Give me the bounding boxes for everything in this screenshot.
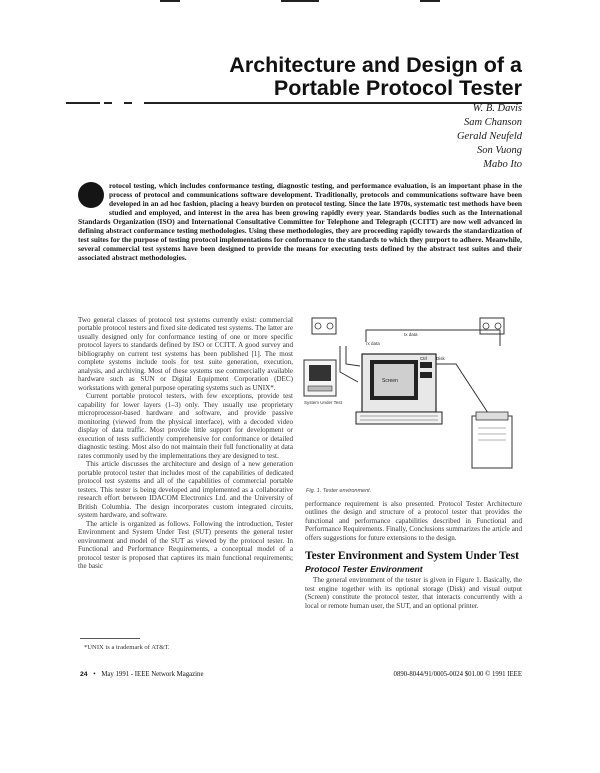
tester-environment-figure bbox=[300, 316, 525, 496]
title-rule bbox=[124, 102, 132, 104]
article-title bbox=[150, 54, 522, 100]
rx-line-2 bbox=[346, 346, 360, 366]
title-rule bbox=[104, 102, 112, 104]
author: Gerald Neufeld bbox=[456, 131, 522, 142]
issue-info: May 1991 - IEEE Network Magazine bbox=[101, 671, 204, 678]
author: W. B. Davis bbox=[472, 103, 522, 114]
paragraph: The article is organized as follows. Following the introduction, Tester Environment and System Under Test (SUT) presents the general tester environment and model of the SUT as viewed by the protocol tester. In Functional and Performance Requirements, a conceptual model of a protocol tester is proposed that captures its main functional requirements; the basic bbox=[78, 519, 293, 571]
abstract bbox=[78, 181, 522, 262]
author: Mabo Ito bbox=[483, 159, 522, 170]
label-screen: Screen bbox=[382, 378, 398, 384]
label-ctrl: Ctrl bbox=[420, 356, 427, 361]
footnote-rule bbox=[80, 638, 140, 639]
printer-line bbox=[436, 364, 490, 416]
footnote: *UNIX is a trademark of AT&T. bbox=[84, 644, 170, 651]
top-rule bbox=[420, 0, 440, 2]
subsection-heading: Protocol Tester Environment bbox=[305, 563, 423, 574]
author-list bbox=[322, 102, 522, 172]
paragraph: The general environment of the tester is given in Figure 1. Basically, the test engine together with its optional storage (Disk) and visual output (Screen) constitute the protocol tester, that interacts concurrently with a local or remote human user, the SUT, and an optional printer. bbox=[305, 576, 522, 610]
paragraph: Two general classes of protocol test systems currently exist: commercial portable protocol testers and fixed site dedicated test systems. The latter are usually designed only for conformance testing of one or more specific protocol layers to standards defined by ISO or CCITT. A good survey and bibliography on current test systems has been published [1]. The most complete systems include tools for test suite generation, execution, analysis, and archiving. Most of these systems use commercially available hardware such as SUN or Digital Equipment Corporation (DEC) workstations with general purpose operating systems such as UNIX*. bbox=[78, 316, 293, 392]
title-line-1: Architecture and Design of a bbox=[229, 53, 522, 77]
label-sut: System Under Test bbox=[304, 400, 342, 405]
page-number: 24 bbox=[80, 671, 88, 678]
title-rule bbox=[66, 102, 100, 104]
label-rx: rx data bbox=[366, 341, 380, 346]
author: Son Vuong bbox=[476, 145, 522, 156]
paragraph: Current portable protocol testers, with few exceptions, provide test capability for lower layers (1–3) only. They usually use proprietary microprocessor-based hardware and software, and provide passive monitoring (viewed from the physical interface), with a decoded video display of data traffic. Most provide little support for development or execution of tests sufficiently comprehensive for conformance or detailed diagnostic testing. Most also do not maintain their full functionality at data rates commonly used by the implementations they are designed to test. bbox=[78, 392, 293, 460]
label-tx: tx data bbox=[404, 332, 418, 337]
author: Sam Chanson bbox=[463, 117, 522, 128]
page-footer-left bbox=[80, 671, 203, 678]
figure-caption: Fig. 1. Tester environment. bbox=[306, 488, 372, 494]
top-rule bbox=[160, 0, 180, 2]
system-under-test bbox=[304, 360, 343, 405]
top-rule bbox=[281, 0, 319, 2]
printer bbox=[472, 412, 512, 468]
drop-cap bbox=[78, 182, 104, 208]
footer-bullet: • bbox=[93, 671, 96, 678]
abstract-text: rotocol testing, which includes conformance testing, diagnostic testing, and performance evaluation, is an important phase in the process of protocol and communications software development. Traditionally, protocols and communications software have been developed in an ad hoc fashion, placing a heavy burden on protocol testing. Since the late 1970s, systematic test methods have been studied and employed, and interest in the area has been growing rapidly every year. Standards bodies such as the International Standards Organization (ISO) and International Consultative Committee for Telephone and Telegraph (CCITT) are now well advanced in defining abstract conformance testing methodologies. Using these methodologies, they are proceeding rapidly towards the standardization of test suites for the purpose of testing protocol implementations for conformance to the standards to which they purport to adhere. Meanwhile, several commercial test systems have been designed to provide the means for executing tests defined by the abstract test suites and their associated abstract methodologies. bbox=[78, 181, 522, 263]
copyright-code: 0890-8044/91/0005-0024 $01.00 © 1991 IEEE bbox=[393, 671, 522, 678]
paragraph: This article discusses the architecture and design of a new generation portable protocol tester that includes most of the capabilities of dedicated protocol test systems and all of the capabilities of commercial portable testers. This tester is being developed and implemented as a collaborative research effort between IDACOM Electronics Ltd. and the University of British Columbia. The design incorporates custom integrated circuits, system hardware, and software. bbox=[78, 460, 293, 520]
label-disk: Disk bbox=[436, 356, 445, 361]
paragraph: performance requirement is also presented. Protocol Tester Architecture outlines the design and structure of a protocol tester that provides the functional and performance capabilities described in Functional and Performance Requirements. Finally, Conclusions summarizes the article and offers suggestions for future extensions to the design. bbox=[305, 500, 522, 542]
title-line-2: Portable Protocol Tester bbox=[273, 76, 522, 100]
section-heading: Tester Environment and System Under Test bbox=[305, 550, 519, 563]
left-device bbox=[312, 318, 336, 334]
left-column bbox=[78, 316, 293, 571]
protocol-tester bbox=[356, 354, 445, 424]
right-column bbox=[305, 500, 522, 610]
